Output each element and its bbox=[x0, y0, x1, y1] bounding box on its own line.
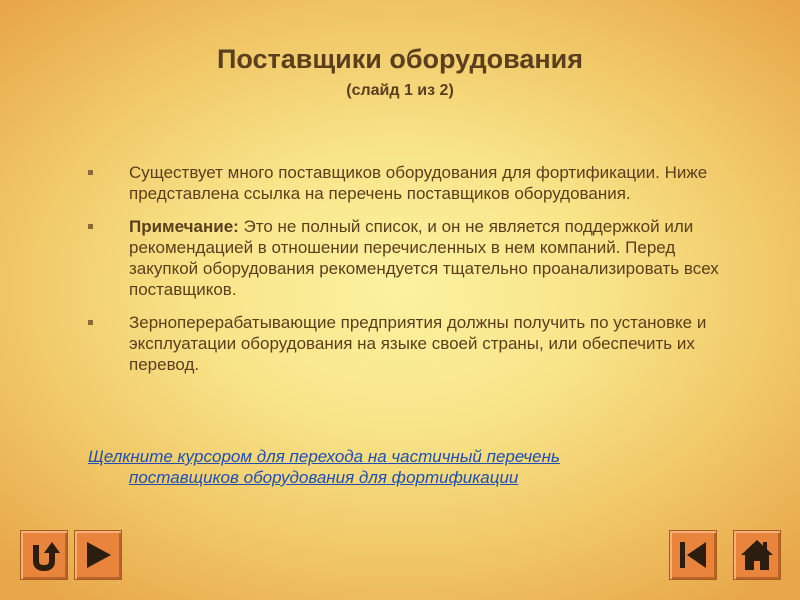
return-arrow-icon bbox=[27, 537, 61, 573]
bullet-item bbox=[88, 162, 738, 204]
play-next-icon bbox=[83, 539, 113, 571]
return-button[interactable] bbox=[20, 530, 68, 580]
home-button[interactable] bbox=[733, 530, 781, 580]
bullet-strong: Примечание: bbox=[129, 217, 239, 236]
home-icon bbox=[739, 537, 775, 573]
bullet-marker bbox=[88, 224, 93, 229]
bullet-list bbox=[88, 162, 738, 387]
first-slide-button[interactable] bbox=[669, 530, 717, 580]
bullet-text: Существует много поставщиков оборудования для фортификации. Ниже представлена ссылка на перечень поставщиков оборудования. bbox=[129, 163, 708, 203]
slide-subtitle: (слайд 1 из 2) bbox=[346, 82, 454, 99]
bullet-item bbox=[88, 312, 738, 375]
skip-to-start-icon bbox=[677, 539, 709, 571]
next-slide-button[interactable] bbox=[74, 530, 122, 580]
link-line-1[interactable]: Щелкните курсором для перехода на частичный перечень bbox=[88, 447, 560, 466]
bullet-marker bbox=[88, 170, 93, 175]
bullet-text: Это не полный список, и он не является поддержкой или рекомендацией в отношении перечисленных в нем компаний. Перед закупкой оборудования рекомендуется тщательно проанализировать всех поставщиков. bbox=[129, 217, 719, 299]
link-line-2[interactable]: поставщиков оборудования для фортификации bbox=[129, 468, 519, 487]
supplier-list-link[interactable] bbox=[88, 446, 708, 488]
slide-title: Поставщики оборудования bbox=[216, 44, 584, 74]
bullet-item bbox=[88, 216, 738, 300]
bullet-text: Зерноперерабатывающие предприятия должны получить по установке и эксплуатации оборудования на языке своей страны, или обеспечить их перевод. bbox=[129, 313, 707, 374]
bullet-marker bbox=[88, 320, 93, 325]
